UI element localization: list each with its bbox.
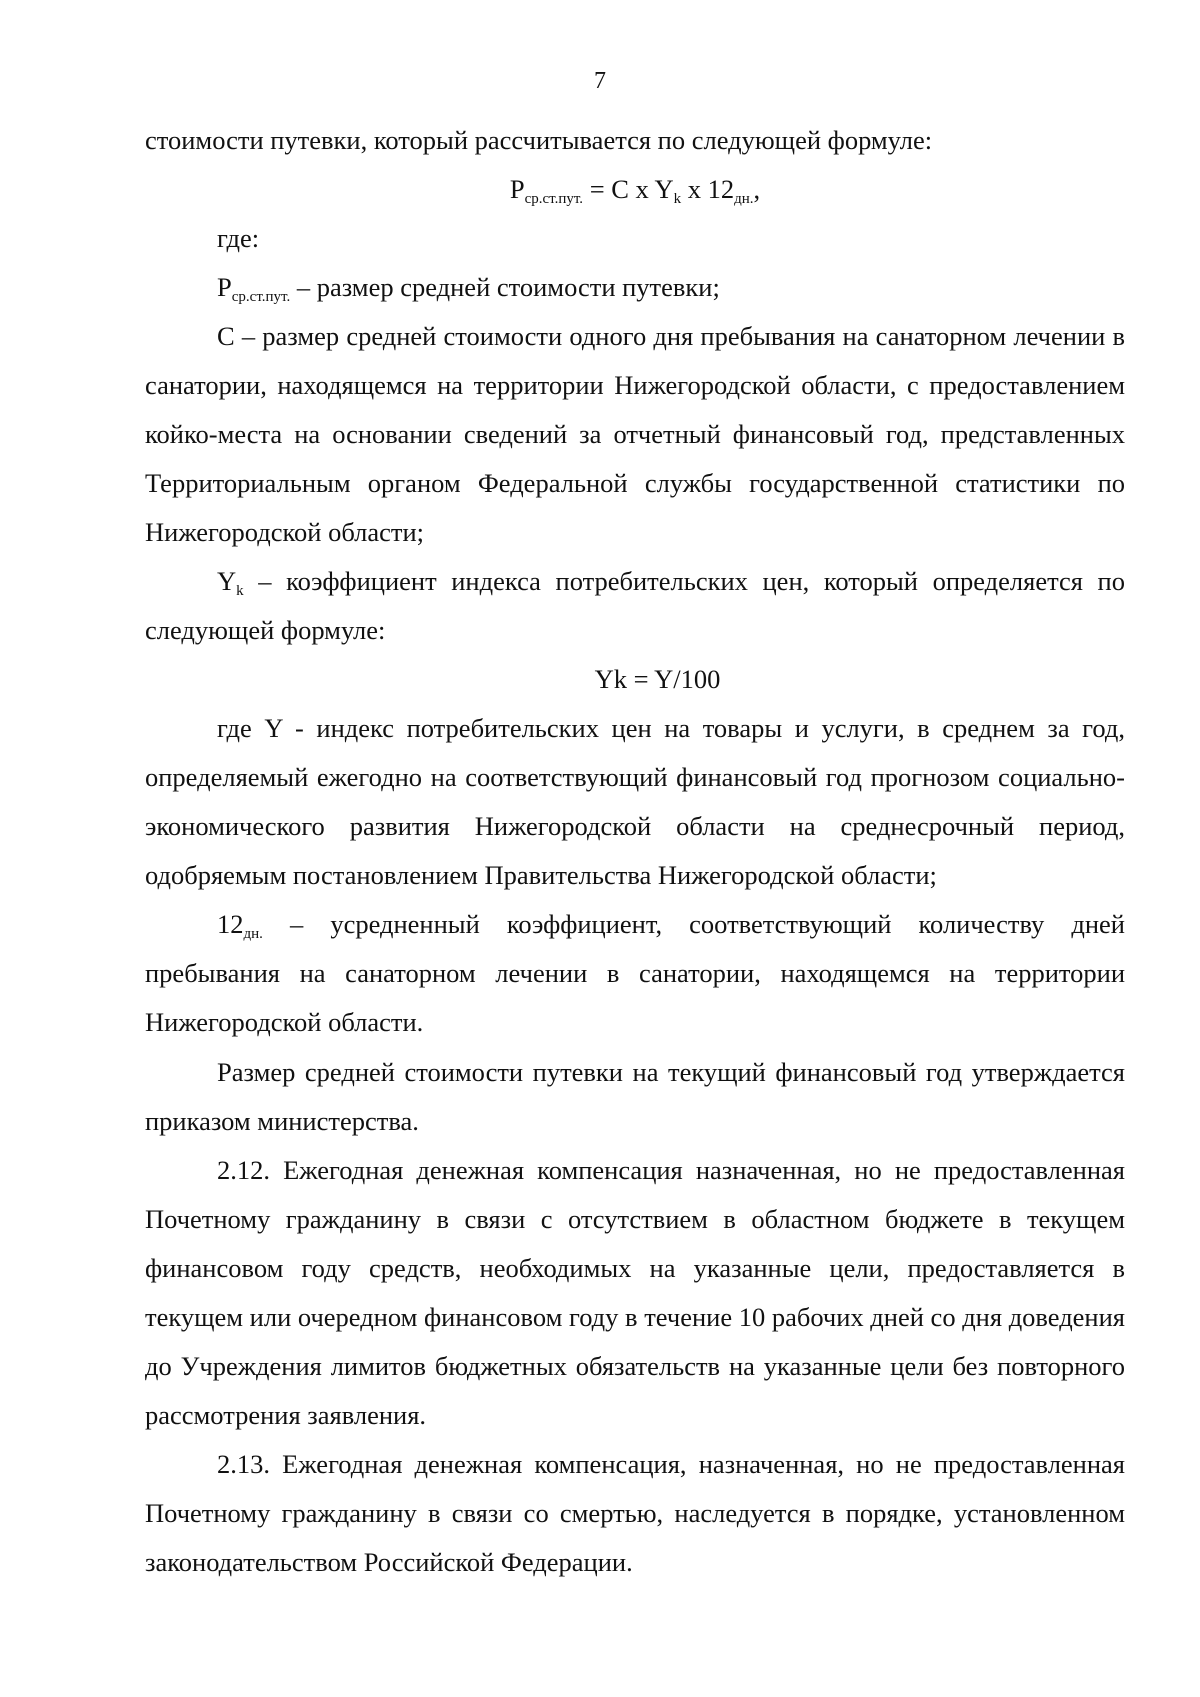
page-number: 7	[594, 68, 606, 94]
paragraph-intro: стоимости путевки, который рассчитывается по следующей формуле:	[145, 125, 933, 155]
def-12-text: – усредненный коэффициент, соответствующий количеству дней пребывания на санаторном лечении в санатории, находящемся на территории Нижегородской области.	[145, 909, 1125, 1037]
formula-average-cost	[145, 165, 1125, 214]
def-p-symbol: P	[217, 272, 232, 302]
def-yk-subscript: k	[236, 583, 244, 599]
paragraph-2-13: 2.13. Ежегодная денежная компенсация, назначенная, но не предоставленная Почетному гражданину в связи со смертью, наследуется в порядке, установленном законодательством Российской Федерации.	[145, 1449, 1125, 1577]
def-yk-text: – коэффициент индекса потребительских цен, который определяется по следующей формуле:	[145, 566, 1125, 645]
definition-p	[145, 263, 1125, 312]
def-p-subscript: ср.ст.пут.	[231, 289, 291, 305]
formula-yk: Yk = Y/100	[594, 664, 721, 694]
formula-p: P	[509, 174, 525, 204]
paragraph-2-12: 2.12. Ежегодная денежная компенсация назначенная, но не предоставленная Почетному гражданину в связи с отсутствием в областном бюджете в текущем финансовом году средств, необходимых на указанные цели, предоставляется в текущем или очередном финансовом году в течение 10 рабочих дней со дня доведения до Учреждения лимитов бюджетных обязательств на указанные цели без повторного рассмотрения заявления.	[145, 1155, 1125, 1430]
def-12-symbol: 12	[217, 909, 244, 939]
def-p-text: – размер средней стоимости путевки;	[290, 272, 720, 302]
paragraph-average-cost: Размер средней стоимости путевки на текущий финансовый год утверждается приказом министерства.	[145, 1057, 1125, 1136]
definition-c: C – размер средней стоимости одного дня пребывания на санаторном лечении в санатории, находящемся на территории Нижегородской области, с предоставлением койко-места на основании сведений за отчетный финансовый год, представленных Территориальным органом Федеральной службы государственной статистики по Нижегородской области;	[145, 321, 1125, 547]
document-body	[145, 116, 1125, 1587]
paragraph-where: где:	[217, 223, 260, 253]
formula-mid: = C x Y	[583, 174, 674, 204]
def-yk-symbol: Y	[217, 566, 237, 596]
formula-dn-subscript: дн.	[734, 191, 754, 207]
definition-12	[145, 900, 1125, 1047]
formula-k-subscript: k	[673, 191, 682, 207]
definition-y: где Y - индекс потребительских цен на товары и услуги, в среднем за год, определяемый ежегодно на соответствующий финансовый год прогнозом социально-экономического развития Нижегородской области на среднесрочный период, одобряемым постановлением Правительства Нижегородской области;	[145, 713, 1125, 890]
def-12-subscript: дн.	[243, 926, 263, 942]
formula-tail: ,	[753, 174, 761, 204]
formula-p-subscript: ср.ст.пут.	[524, 191, 584, 207]
formula-x12: x 12	[681, 174, 735, 204]
definition-yk	[145, 557, 1125, 655]
